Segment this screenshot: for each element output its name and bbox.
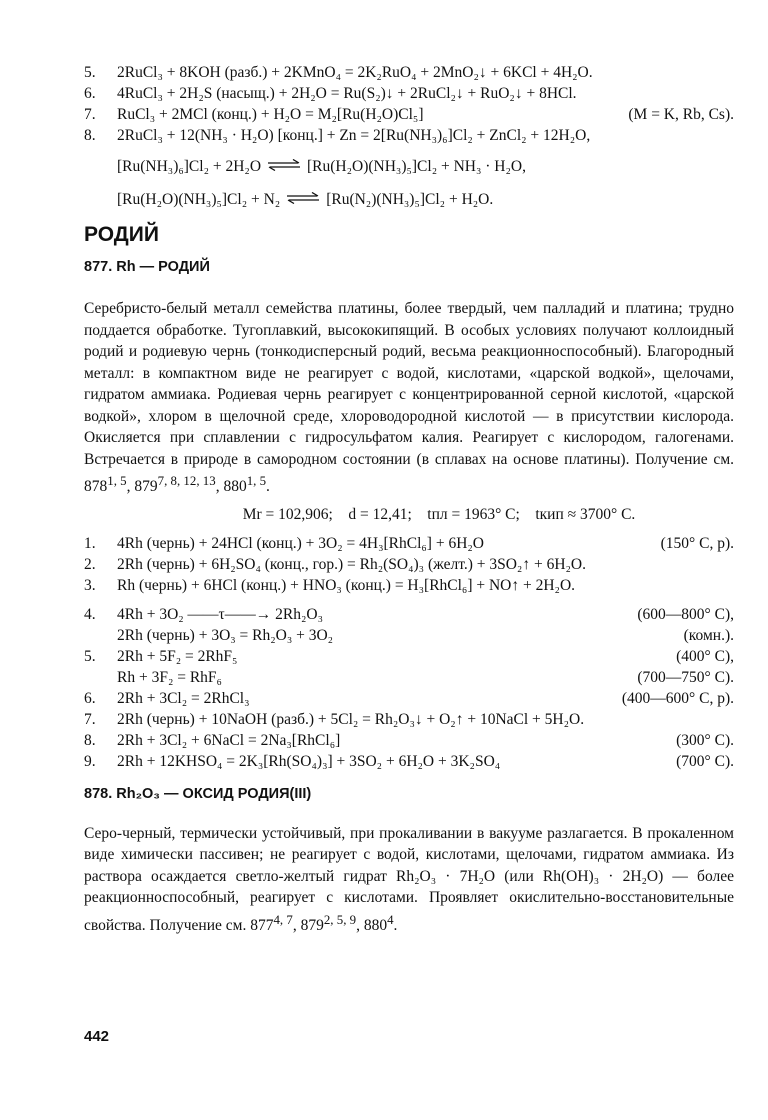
equilibrium-arrow-icon <box>286 189 320 210</box>
equation-text: 2Rh + 3Cl₂ + 6NaCl = 2Na₃[RhCl₆] <box>117 731 341 749</box>
entry-heading-877: 877. Rh — РОДИЙ <box>84 259 210 275</box>
entry-text-877: Серебристо-белый металл семейства платины, более твердый, чем палладий и платина; трудно поддается обработке. Тугоплавкий, высококипящий. В особых условиях получают коллоидный родий и родиевую чернь (тонкодисперсный родий, весьма реакционноспособный). Благородный металл: в компактном виде не реагирует с водой, кислотами, «царской водкой», щелочами, гидратом аммиака. Родиевая чернь реагирует с концентрированной серной кислотой, «царской водкой», хлором в щелочной среде, хлороводородной кислотой — в присутствии кислорода. Окисляется при сплавлении с гидросульфатом калия. Реагирует с кислородом, галогенами. Встречается в природе в самородном состоянии (в сплавах на основе платины). Получение см. 878$^{1, 5}$, 879$^{7, 8, 12, 13}$, 880$^{1, 5}$. <box>84 300 734 496</box>
equation-condition: (400—600° C, p). <box>621 689 734 707</box>
ref-sup: 1, 5 <box>107 473 127 488</box>
equation-text: 2Rh + 3Cl₂ = 2RhCl₃ <box>117 689 250 707</box>
equation-row <box>84 83 734 104</box>
equation-text: Rh + 3F₂ = RhF₆ <box>117 668 222 686</box>
equation-number: 2. <box>84 555 96 573</box>
equation-number: 3. <box>84 576 96 594</box>
equation-condition: (300° C). <box>676 731 734 749</box>
ref-link[interactable]: 880 <box>223 478 247 496</box>
page-number: 442 <box>84 1028 110 1045</box>
equation-text: 2Rh + 5F₂ = 2RhF₅ <box>117 647 238 665</box>
equation-number: 5. <box>84 64 96 81</box>
section-title: РОДИЙ <box>84 223 159 246</box>
equation-number: 5. <box>84 647 96 665</box>
equation-condition: (150° C, p). <box>660 534 734 552</box>
equation-row <box>84 688 734 709</box>
equation-row <box>84 751 734 772</box>
entry-description: Серебристо-белый металл семейства платины, более твердый, чем палладий и платина; трудно поддается обработке. Тугоплавкий, высококипящий. В особых условиях получают коллоидный родий и родиевую чернь (тонкодисперсный родий, весьма реакционноспособный). Благородный металл: в компактном виде не реагирует с водой, кислотами, «царской водкой», щелочами, гидратом аммиака. Родиевая чернь реагирует с концентрированной серной кислотой, «царской водкой», хлором в щелочной среде, хлороводородной кислотой — в присутствии кислорода. Окисляется при сплавлении с гидросульфатом калия. Реагирует с кислородом, галогенами. Встречается в природе в самородном состоянии (в сплавах на основе платины). Получение см. <box>84 300 734 468</box>
equation-row <box>84 709 734 730</box>
equation-text: 2Rh (чернь) + 3O₃ = Rh₂O₃ + 3O₂ <box>117 626 334 644</box>
equation-number: 6. <box>84 689 96 707</box>
equation-text: 2Rh (чернь) + 10NaOH (разб.) + 5Cl₂ = Rh₂O₃↓ + O₂↑ + 10NaCl + 5H₂O. <box>117 710 585 728</box>
ref-link[interactable]: 878 <box>84 478 108 496</box>
equation-row <box>84 62 734 83</box>
equation-condition: (M = K, Rb, Cs). <box>628 106 734 123</box>
equation-text: 2Rh (чернь) + 6H₂SO₄ (конц., гор.) = Rh₂(SO₄)₃ (желт.) + 3SO₂↑ + 6H₂O. <box>117 555 586 573</box>
equation-text: 2Rh + 12KHSO₄ = 2K₃[Rh(SO₄)₃] + 3SO₂ + 6H₂O + 3K₂SO₄ <box>117 752 501 770</box>
physical-constants <box>144 504 734 525</box>
equation-condition: (600—800° C), <box>637 605 734 623</box>
equation-condition: (комн.). <box>683 626 734 644</box>
rhodium-equations <box>84 533 734 772</box>
equation-row <box>84 125 734 146</box>
equation-row <box>84 533 734 554</box>
ref-link[interactable]: 879 <box>300 916 324 934</box>
ref-sup: 1, 5 <box>246 473 267 488</box>
molar-mass: Mr = 102,906; <box>242 505 333 523</box>
equation-text: 4RuCl₃ + 2H₂S (насыщ.) + 2H₂O = Ru(S₂)↓ + 2RuCl₂↓ + RuO₂↓ + 8HCl. <box>117 85 577 102</box>
equation-number: 9. <box>84 752 96 770</box>
ref-link[interactable]: 877 <box>250 916 274 934</box>
equation-number: 4. <box>84 605 96 623</box>
ref-sup: 4 <box>387 911 394 927</box>
equation-number: 8. <box>84 127 96 144</box>
density: d = 12,41; <box>348 505 412 523</box>
equation-row <box>84 625 734 646</box>
equation-condition: (700—750° C). <box>637 668 734 686</box>
equilibrium-right: [Ru(H₂O)(NH₃)₅]Cl₂ + NH₃ · H₂O, <box>307 158 526 175</box>
equilibrium-left: [Ru(H₂O)(NH₃)₅]Cl₂ + N₂ <box>117 191 281 208</box>
equation-text: Rh (чернь) + 6HCl (конц.) + HNO₃ (конц.) = H₃[RhCl₆] + NO↑ + 2H₂O. <box>117 576 576 594</box>
equation-condition: (700° C). <box>676 752 734 770</box>
melting-point: tпл = 1963° C; <box>427 505 520 523</box>
ref-sup: 2, 5, 9 <box>323 911 357 927</box>
entry-text-878: Серо-черный, термически устойчивый, при прокаливании в вакууме разлагается. В прокаленном виде химически пассивен; не реагирует с водой, кислотами, щелочами, гидратом аммиака. Из раствора осаждается светло-желтый гидрат Rh₂O₃ · 7H₂O (или Rh(OH)₃ · 2H₂O) — более реакционноспособный, реагирует с кислотами. Проявляет окислительно-восстановительные свойства. Получение см. 877$^{4, 7}$, 879$^{2, 5, 9}$, $880^4$. <box>84 824 734 934</box>
equation-condition: (400° C), <box>676 647 734 665</box>
ref-link[interactable]: 880 <box>363 916 388 934</box>
equation-row <box>84 575 734 596</box>
top-equations <box>84 62 734 210</box>
ref-sup: 7, 8, 12, 13 <box>157 473 216 488</box>
equilibrium-left: [Ru(NH₃)₆]Cl₂ + 2H₂O <box>117 158 262 175</box>
equation-number: 7. <box>84 106 96 123</box>
equation-number: 7. <box>84 710 96 728</box>
equation-text: RuCl₃ + 2MCl (конц.) + H₂O = M₂[Ru(H₂O)Cl₅] <box>117 106 424 123</box>
equation-row <box>84 554 734 575</box>
equation-row <box>84 104 734 125</box>
equilibrium-row <box>84 189 734 210</box>
equilibrium-row <box>84 156 734 177</box>
equilibrium-arrow-icon <box>267 156 301 177</box>
equation-text: 4Rh (чернь) + 24HCl (конц.) + 3O₂ = 4H₃[RhCl₆] + 6H₂O <box>117 534 484 552</box>
equation-number: 6. <box>84 85 96 102</box>
equation-row <box>84 667 734 688</box>
page-content <box>84 62 734 936</box>
equation-text: 4Rh + 3O₂ ——τ——→ 2Rh₂O₃ <box>117 605 323 623</box>
equation-row <box>84 604 734 625</box>
equation-text: 2RuCl₃ + 12(NH₃ · H₂O) [конц.] + Zn = 2[Ru(NH₃)₆]Cl₂ + ZnCl₂ + 12H₂O, <box>117 127 591 144</box>
equation-number: 1. <box>84 534 96 552</box>
entry-description: Серо-черный, термически устойчивый, при прокаливании в вакууме разлагается. В прокаленном виде химически пассивен; не реагирует с водой, кислотами, щелочами, гидратом аммиака. Из раствора осаждается светло-желтый гидрат Rh₂O₃ · 7H₂O (или Rh(OH)₃ · 2H₂O) — более реакционноспособный, реагирует с кислотами. Проявляет окислительно-восстановительные свойства. Получение см. <box>84 824 734 934</box>
ref-link[interactable]: 879 <box>134 478 158 496</box>
equation-number: 8. <box>84 731 96 749</box>
equilibrium-right: [Ru(N₂)(NH₃)₅]Cl₂ + H₂O. <box>326 191 494 208</box>
ref-sup: 4, 7 <box>273 911 293 927</box>
entry-heading-878: 878. Rh₂O₃ — ОКСИД РОДИЯ(III) <box>84 785 312 802</box>
boiling-point: tкип ≈ 3700° C. <box>535 505 636 523</box>
equation-row <box>84 730 734 751</box>
equation-text: 2RuCl₃ + 8KOH (разб.) + 2KMnO₄ = 2K₂RuO₄ + 2MnO₂↓ + 6KCl + 4H₂O. <box>117 64 593 81</box>
equation-row <box>84 646 734 667</box>
